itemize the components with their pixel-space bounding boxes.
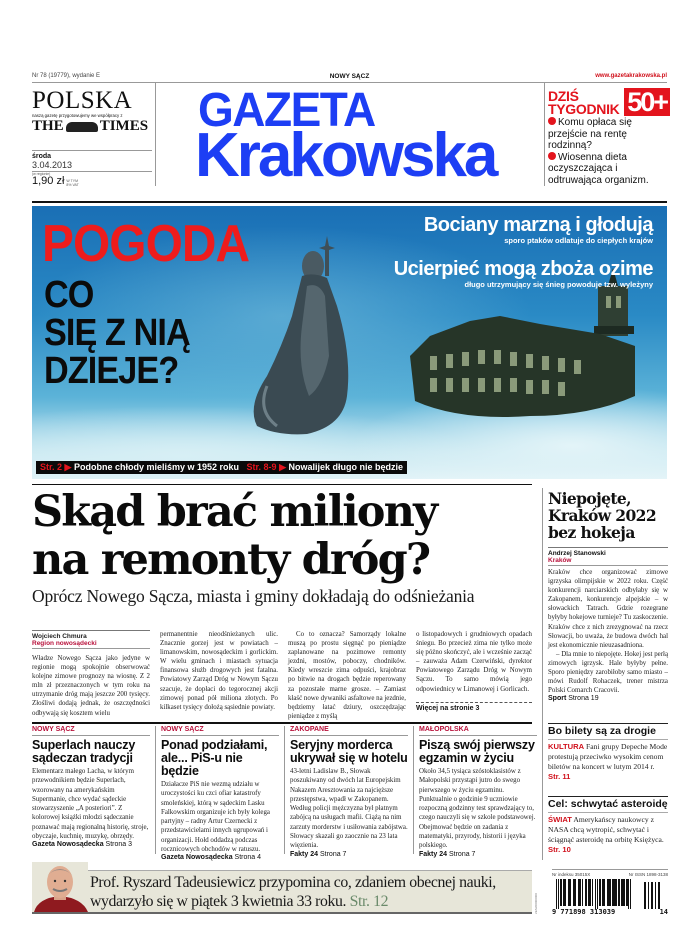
brief-text: Elementarz małego Lacha, w którym przewodnikiem będzie Superlach, wzorowany na amerykańskim Supermanie, chce wydać sądeckie stowarzyszenie „A posteriori”. Z kolorowej książki młodzi sądeczanie poznawać mają regionalną historię, stroje, obyczaje, kuchnię, muzykę, obrzędy. [32,768,149,841]
hero-subtopic [394,258,653,289]
story-column: Co to oznacza? Samorządy lokalne muszą po prostu sięgnąć po pieniądze zaplanowane na pozimowe remonty jezdni, mostów, poboczy, chodników. Kiedy wreszcie zima odpuści, krajobraz po bitwie na drogach będzie reperowany za pozostałe marne grosze. – Zamiast kłaść nowe dywaniki asfaltowe na jezdnie, będziemy łatać dziury, oszczędzając pieniądze z myślą [288,631,406,720]
masthead-krakowska: Krakowska [195,121,496,190]
barcode-bar [592,879,593,906]
barcode-bar [573,879,575,906]
barcode-block [552,869,668,916]
barcode-bar [595,879,596,909]
barcode-bar [570,879,571,906]
story-column: Władze Nowego Sącza jako jedyne w regionie mogą spokojnie obserwować kolejne zimowe prognozy na wiosnę. Z 2 mln zł przeznaczonych w tym roku na utrzymanie dróg mają jeszcze 200 tysięcy. Złośliwi dodają jednak, że oszczędności odbywają się kosztem wielu [32,655,150,717]
barcode-addon-bar [648,882,649,909]
barcode-bar [614,879,616,906]
issue-date: 3.04.2013 [32,160,152,172]
sidebar-story [548,490,668,702]
brief-title: Superlach nauczy sądeczan tradycji [32,738,136,765]
barcode-bar [621,879,623,906]
hero-subtopic [424,214,653,245]
supplement-promo[interactable] [548,88,670,186]
times-right: TIMES [99,118,149,134]
bullet-icon [548,117,556,125]
divider [284,726,285,854]
barcode-bar [590,879,591,906]
barcode-bar [604,879,605,906]
hero-kicker: POGODA [42,215,250,273]
barcode-bar [563,879,565,906]
issue-number: Nr 78 (19779), wydanie E [32,73,101,79]
barcode-bar [626,879,628,906]
divider [542,488,543,860]
brief-text: 43-letni Ladislaw B., Słowak poszukiwany od dwóch lat Europejskim Nakazem Aresztowania za najcięższe przestępstwa, wpadł w Zakopanem. Według policji mężczyzna był płatnym zabójcą na usługach mafii. Ciążą na nim zarzuty morderstw i usiłowania zabójstwa. Słowacy skazali go zaocznie na 23 lata więzienia. [290,768,408,850]
hero-question: CO SIĘ Z NIĄ DZIEJE? [44,274,190,392]
hero-weather-feature[interactable] [32,206,667,479]
subtopic-text: sporo ptaków odlatuje do ciepłych krajów [504,236,653,245]
brief-text: Około 34,5 tysiąca szóstoklasistów z Małopolski przystąpi jutro do swego pierwszego w życiu egzaminu. Punktualnie o godzinie 9 uczniowie rozpoczną godzinny test sprawdzający to, czego nauczyli się w szkole podstawowej. Obejmować będzie on zadania z matematyki, przyrody, historii i języka polskiego. [419,768,536,850]
barcode-image [552,879,668,909]
pope-statue-image [247,236,377,436]
barcode-bar [585,879,587,906]
divider [155,726,156,854]
barcode-bar [588,879,590,906]
barcode-bar [599,879,601,906]
subtopic-title: Ucierpieć mogą zboża ozime [393,258,653,280]
author-photo [32,862,88,912]
source-ref: Gazeta Nowosądecka Strona 3 [32,841,133,849]
issn-number: Nr ISSN 1898-3138 [628,872,668,877]
barcode-bar [578,879,580,906]
brief-text: KULTURA Fani grupy Depeche Mode protestują przeciwko wysokim cenom biletów na koncert w lutym 2014 r. Str. 11 [548,739,668,782]
source-ref[interactable]: Sport Strona 19 [548,695,599,703]
brief-title: Bo bilety są za drogie [548,725,656,737]
barcode-addon-bar [644,882,646,909]
sidebar-brief[interactable] [548,796,668,855]
price [32,176,152,187]
barcode-bar [568,879,570,906]
regional-brief[interactable] [419,726,537,858]
story-column: permanentnie nieodśnieżanych ulic. Znacznie gorzej jest w powiatach – limanowskim, nowosądeckim i gorlickim. W wielu gminach i miastach sytuacja finansowa służb drogowych jest fatalna. Powiatowy Zarząd Dróg w Nowym Sączu szacuje, że dopłaci do tegorocznej akcji zimowej ponad pół miliona złotych. Po kilkaset tysięcy dołożą sąsiednie powiaty. [160,631,278,711]
barcode-bar [607,879,609,906]
byline [32,630,150,649]
lead-story-body [32,630,532,718]
the-times-logo [32,119,152,134]
lead-headline[interactable]: Skąd brać miliony na remonty dróg? [32,487,437,585]
strip-text: Nowalijek długo nie będzie [288,462,404,472]
brief-text: ŚWIAT Amerykańscy naukowcy z NASA chcą wytropić, schwytać i ściągnąć asteroidę na orbitę Księżyca. Str. 10 [548,812,668,855]
index-numbers [552,869,668,877]
barcode-bar [556,879,557,909]
section-label: NOWY SĄCZ [161,726,279,736]
polska-logo: POLSKA [32,87,133,114]
partner-subline: naszą gazetę przygotowujemy we współpracy z [32,113,123,118]
promo-text: Prof. Ryszard Tadeusiewicz przypomina co, zdaniem obecnej nauki, wydarzyło się w piątek 3 kwietnia 33 roku. Str. 12 [90,874,496,910]
sidebar-brief[interactable] [548,723,668,782]
location-label: Kraków [548,557,668,566]
masthead-gazeta: GAZETA [198,81,375,137]
source-ref: Fakty 24 Strona 7 [290,850,347,858]
page-ref[interactable]: Str. 8-9 [246,462,277,472]
page-ref[interactable]: Str. 12 [349,893,389,910]
masthead-logo[interactable] [190,81,510,190]
bullet-icon [548,152,556,160]
divider [155,83,156,186]
index-number: Nr indeksu 35015X [552,872,591,877]
vat-note: W TYM 8% VAT [66,179,79,187]
source-ref: Fakty 24 Strona 7 [419,850,476,858]
author-name: Wojciech Chmura [32,633,87,640]
divider [32,201,667,203]
barcode-bar [560,879,562,906]
regional-brief[interactable] [161,726,279,861]
section-label: NOWY SĄCZ [32,726,150,736]
print-code: ZESZ00000000 [534,892,538,914]
date-price-block [32,150,152,187]
barcode-bar [618,879,620,906]
lead-deck: Oprócz Nowego Sącza, miasta i gminy dokładają do odśnieżania [32,586,475,606]
barcode-digits: 9 771898 313039 14 [552,908,668,916]
supplement-item: Wiosenna dieta oczyszczająca i odtruwająca organizm. [548,151,649,186]
source-ref: Gazeta Nowosądecka Strona 4 [161,854,262,862]
website-link[interactable]: www.gazetakrakowska.pl [595,73,667,79]
supplement-label: DZIŚ TYGODNIK [548,88,620,117]
subtopic-text: długo utrzymujący się śnieg powoduje tzw. wyleżyny [464,280,653,289]
divider [32,484,532,485]
hero-page-strip [36,461,407,474]
sidebar-headline[interactable]: Niepojęte, Kraków 2022 bez hokeja [548,489,657,542]
continued-link[interactable]: Więcej na stronie 3 [416,702,532,712]
weekday: środa [32,153,52,160]
barcode-bar [558,879,559,909]
barcode-bar [565,879,566,906]
barcode-bar [630,879,631,909]
region-label: Region nowosądecki [32,640,150,649]
strip-text: Podobne chłody mieliśmy w 1952 roku [73,462,240,472]
author-name: Andrzej Stanowski [548,550,606,557]
barcode-bar [602,879,604,906]
barcode-bar [628,879,629,909]
barcode-addon-bar [658,882,660,909]
page-ref[interactable]: Str. 2 [40,462,63,472]
barcode-bar [580,879,581,906]
regional-brief[interactable] [32,726,150,848]
story-column: o listopadowych i grudniowych opadach śniegu. Bo przecież zima nie tylko może się późno skończyć, ale i wcześnie zacząć – zauważa Adam Czerwiński, dyrektor Powiatowego Zarządu Dróg w Nowym Sączu. To samo mówią jego odpowiednicy w Limanowej i Gorlicach. [416,631,532,693]
times-crest-icon [66,122,98,132]
barcode-bar [616,879,617,906]
divider [413,726,414,854]
brief-title: Seryjny morderca ukrywał się w hotelu [290,738,408,765]
price-value: 1,90 zł [32,175,65,187]
barcode-bar [612,879,614,906]
sidebar-body: Kraków chce organizować zimowe igrzyska olimpijskie w 2022 roku. Część konkurencji narciarskich odbyłaby się w Zakopanem, konkurencje alpejskie – w słowackich Tatrach. Gdzie rozegrane byłyby hokejowe turnieje? Tu zaskoczenie. Kraków chce z nich zrezygnować na rzecz Słowacji, bo uważa, że budowa dwóch hal jest ekonomicznie nieuzasadniona. – Dla mnie to niepojęte. Hokej jest perłą zimowych igrzysk. Hale byłyby pełne. Sporo pieniędzy zarobiłoby samo miasto – mówi Rudolf Rohaczek, trener mistrza Polski Comarch Cracovii. [548,569,668,695]
section-label: ZAKOPANE [290,726,408,736]
arrow-right-icon: ▶ [64,462,72,472]
barcode-bar [597,879,598,909]
regional-brief[interactable] [290,726,408,858]
town-hall-image [410,266,640,431]
byline [548,547,668,566]
times-left: THE [32,118,64,134]
barcode-bar [623,879,625,906]
bottom-promo[interactable] [32,870,532,914]
section-label: MAŁOPOLSKA [419,726,537,736]
brief-title: Cel: schwytać asteroidę [548,798,668,810]
supplement-badge: 50+ [624,88,670,116]
barcode-bar [582,879,583,906]
brief-title: Ponad podziałami, ale... PiS-u nie będzie [161,738,268,778]
partner-logo-block [32,89,152,134]
edition-name: NOWY SĄCZ [329,73,370,80]
price-note: (w regionie) [32,172,51,176]
supplement-header [548,88,670,116]
divider [32,722,532,724]
brief-text: Działacze PiS nie wezmą udziału w uroczystości ku czci ofiar katastrofy smoleńskiej, którą w sądeckim Lasku Falkowskim organizuje ich były kolega partyjny – radny Artur Czernecki z przedstawicielami innych ugrupowań i organizacji. Hołd oddadzą podczas rocznicowych obchodów w ratuszu. [161,781,270,854]
barcode-bar [575,879,576,906]
supplement-item: Komu opłaca się przejście na rentę rodzinną? [548,117,632,151]
supplement-list [548,117,670,186]
divider [544,83,545,186]
barcode-bar [609,879,611,906]
subtopic-title: Bociany marzną i głodują [423,214,653,236]
arrow-right-icon: ▶ [279,462,286,472]
brief-title: Piszą swój pierwszy egzamin w życiu [419,738,535,765]
barcode-addon-bar [655,882,656,909]
barcode-addon-bar [651,882,653,909]
